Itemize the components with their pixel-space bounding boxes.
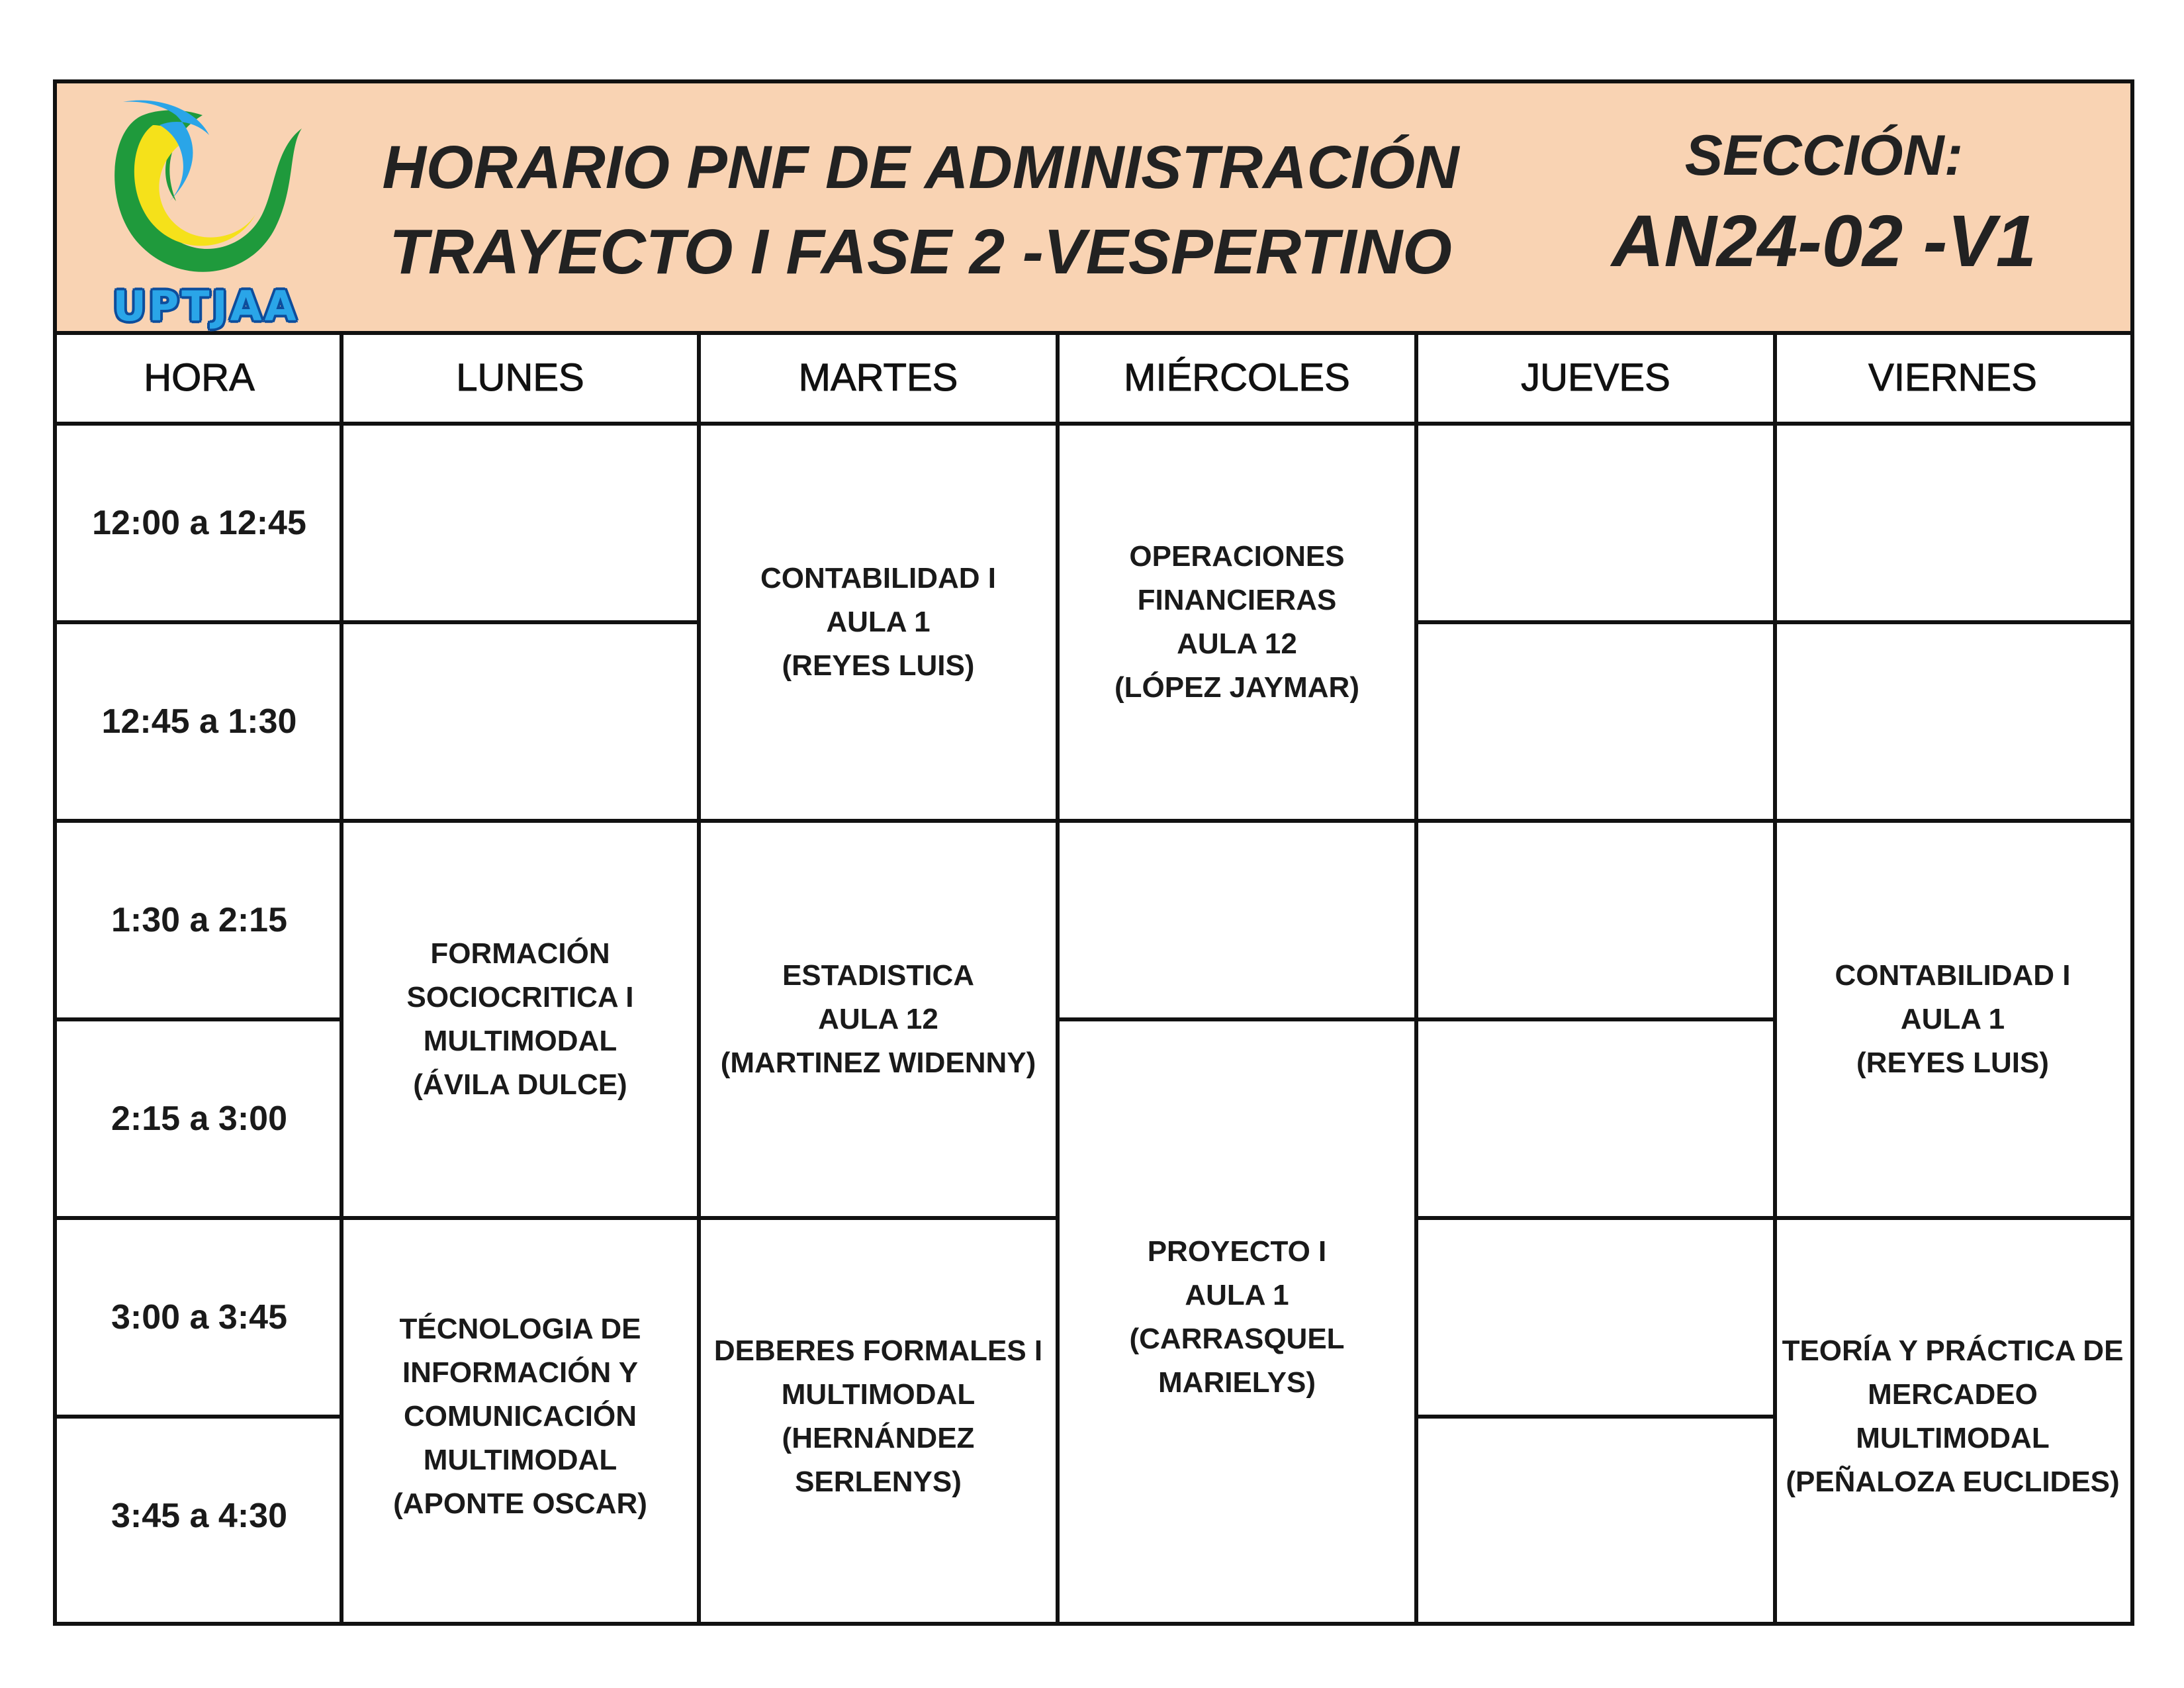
class-name: TÉCNOLOGIA DE <box>399 1313 641 1345</box>
grid-line <box>1416 620 2130 624</box>
class-name: COMUNICACIÓN <box>404 1400 637 1432</box>
grid-line <box>1416 1415 1775 1419</box>
grid-line <box>340 331 343 1622</box>
schedule-sheet <box>53 79 2134 1626</box>
class-block-martes-1 <box>699 424 1058 821</box>
class-teacher: (APONTE OSCAR) <box>393 1487 647 1520</box>
schedule-grid <box>57 331 2130 1622</box>
class-teacher: (LÓPEZ JAYMAR) <box>1115 671 1359 704</box>
logo-text: UPTJAA <box>113 282 299 330</box>
class-block-miercoles-3 <box>1058 1019 1416 1615</box>
col-header-lunes: LUNES <box>456 355 584 399</box>
grid-line <box>1773 331 1777 1622</box>
class-room: MULTIMODAL <box>781 1378 976 1411</box>
class-block-lunes-2 <box>341 821 699 1218</box>
class-name: TEORÍA Y PRÁCTICA DE <box>1782 1335 2124 1367</box>
grid-line <box>1056 331 1060 1622</box>
class-room: AULA 1 <box>826 606 931 638</box>
grid-line <box>1058 819 2130 823</box>
class-name: FORMACIÓN <box>430 937 610 970</box>
class-name: OPERACIONES <box>1129 540 1345 573</box>
class-block-miercoles-1 <box>1058 424 1416 821</box>
class-room: AULA 1 <box>1900 1003 2005 1035</box>
class-name: CONTABILIDAD I <box>1835 959 2071 992</box>
class-room: AULA 1 <box>1185 1279 1289 1311</box>
col-header-miercoles: MIÉRCOLES <box>1124 355 1350 399</box>
col-header-martes: MARTES <box>798 355 958 399</box>
class-teacher: (CARRASQUEL <box>1129 1323 1345 1355</box>
class-name: DEBERES FORMALES I <box>713 1335 1043 1367</box>
hour-cell: 3:00 a 3:45 <box>111 1298 287 1336</box>
hour-cell: 12:45 a 1:30 <box>101 702 297 741</box>
schedule-title: HORARIO PNF DE ADMINISTRACIÓN <box>382 134 1459 201</box>
class-teacher: MARIELYS) <box>1158 1366 1316 1399</box>
class-teacher: (MARTINEZ WIDENNY) <box>720 1047 1036 1079</box>
class-name: CONTABILIDAD I <box>760 562 997 594</box>
grid-line <box>697 331 701 1622</box>
class-room: AULA 12 <box>1177 628 1297 660</box>
class-teacher: (ÁVILA DULCE) <box>413 1068 627 1101</box>
class-block-martes-3 <box>699 1218 1058 1615</box>
class-room: MULTIMODAL <box>423 1025 617 1057</box>
grid-line <box>57 819 1058 823</box>
logo-emblem-icon <box>97 89 315 287</box>
grid-line <box>57 422 2130 426</box>
class-name: ESTADISTICA <box>782 959 975 992</box>
col-header-viernes: VIERNES <box>1868 355 2037 399</box>
uptjaa-logo <box>97 89 315 334</box>
schedule-header <box>57 83 2130 335</box>
grid-line <box>57 620 699 624</box>
hour-cell: 3:45 a 4:30 <box>111 1497 287 1535</box>
grid-line <box>57 1017 341 1021</box>
section-label: SECCIÓN: <box>1684 124 1964 187</box>
class-room: AULA 12 <box>818 1003 938 1035</box>
grid-line <box>1058 1017 1775 1021</box>
class-block-lunes-3 <box>341 1218 699 1615</box>
col-header-hora: HORA <box>144 355 255 399</box>
class-room: MULTIMODAL <box>423 1444 617 1476</box>
class-teacher: (HERNÁNDEZ SERLENYS) <box>782 1422 975 1498</box>
hour-cell: 12:00 a 12:45 <box>92 504 306 542</box>
class-name: FINANCIERAS <box>1137 584 1337 616</box>
col-header-jueves: JUEVES <box>1521 355 1670 399</box>
class-name: SOCIOCRITICA I <box>406 981 634 1013</box>
class-room: MULTIMODAL <box>1856 1422 2050 1454</box>
class-name: MERCADEO <box>1868 1378 2038 1411</box>
schedule-subtitle: TRAYECTO I FASE 2 -VESPERTINO <box>389 216 1452 287</box>
class-teacher: (REYES LUIS) <box>1856 1047 2049 1079</box>
class-block-viernes-2 <box>1775 821 2130 1218</box>
hour-cell: 2:15 a 3:00 <box>111 1100 287 1138</box>
grid-line <box>57 1415 341 1419</box>
grid-line <box>1416 1216 2130 1220</box>
grid-line <box>1414 331 1418 1622</box>
grid-line <box>57 1216 1058 1220</box>
section-value: AN24-02 -V1 <box>1612 201 2036 282</box>
hour-cell: 1:30 a 2:15 <box>111 901 287 939</box>
class-block-viernes-3 <box>1775 1218 2130 1615</box>
class-block-martes-2 <box>699 821 1058 1218</box>
class-teacher: (PEÑALOZA EUCLIDES) <box>1786 1466 2120 1498</box>
class-teacher: (REYES LUIS) <box>782 649 975 682</box>
class-name: PROYECTO I <box>1147 1235 1327 1268</box>
class-name: INFORMACIÓN Y <box>402 1356 639 1389</box>
